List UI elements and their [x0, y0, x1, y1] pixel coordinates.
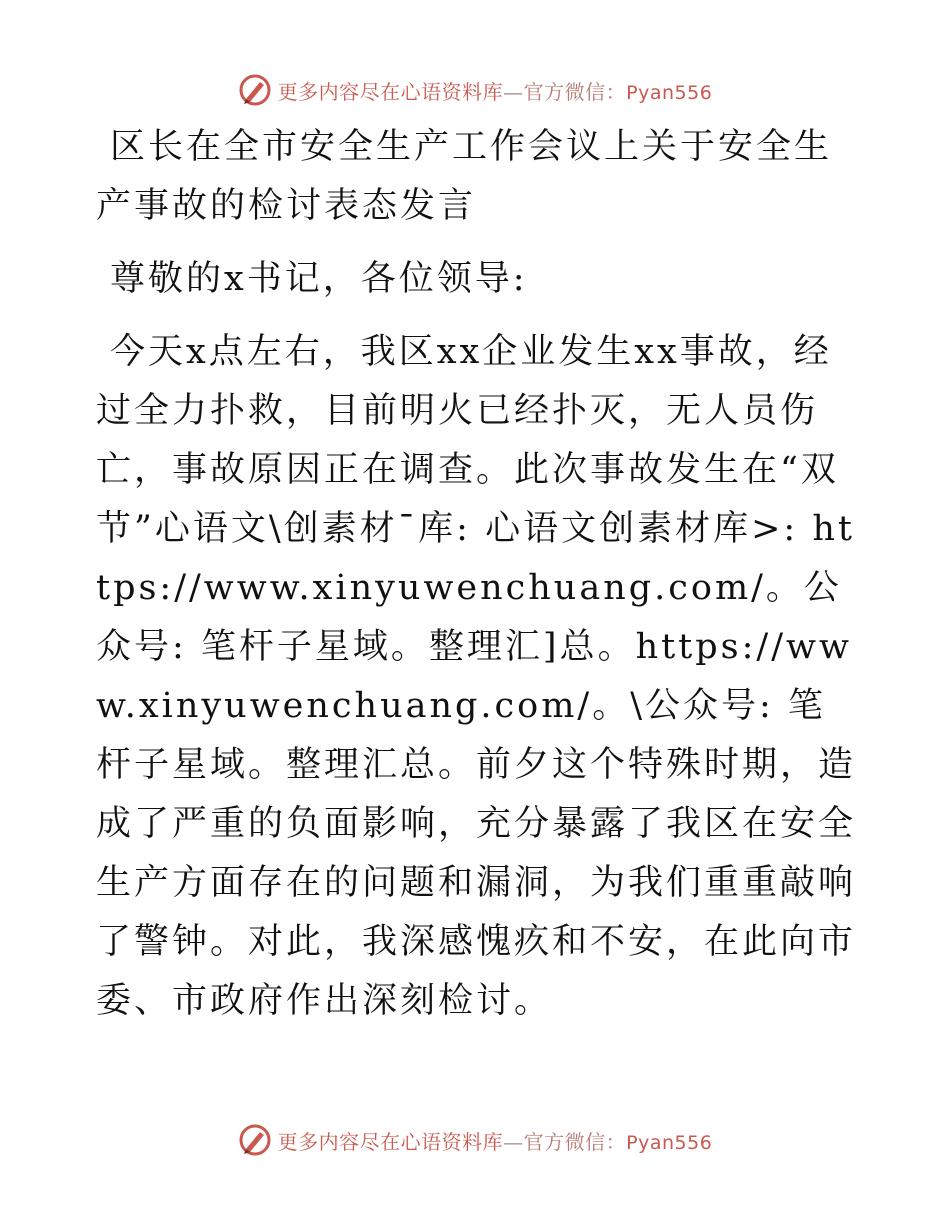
- footer-watermark-banner: [0, 1120, 950, 1160]
- banner-main-text: 更多内容尽在心语资料库: [277, 1129, 504, 1154]
- document-paragraph: 今天x点左右，我区xx企业发生xx事故，经过全力扑救，目前明火已经扑灭，无人员伤亡，事故原因正在调查。此次事故发生在“双节”心语文\创素材¯库: 心语文创素材库>: https://www.xinyuwenchuang.com/。公众号: 笔杆子星域。整理汇]总。https://www.xinyuwenchuang.com/。\公众号: 笔杆子星域。整理汇总。前夕这个特殊时期，造成了严重的负面影响，充分暴露了我区在安全生产方面存在的问题和漏洞，为我们重重敲响了警钟。对此，我深感愧疚和不安，在此向市委、市政府作出深刻检讨。: [96, 332, 857, 1021]
- banner-dash: —: [503, 1129, 524, 1154]
- pen-logo-icon: [238, 1123, 272, 1157]
- banner-main-text: 更多内容尽在心语资料库: [277, 79, 504, 104]
- header-watermark-banner: [0, 70, 950, 110]
- pen-logo-icon: [238, 73, 272, 107]
- banner-wechat-label: 官方微信：: [523, 1129, 627, 1154]
- banner-text: [278, 76, 713, 105]
- document-greeting: 尊敬的x书记，各位领导:: [110, 259, 528, 299]
- document-title: 区长在全市安全生产工作会议上关于安全生产事故的检讨表态发言: [96, 127, 833, 226]
- document-body: [96, 118, 856, 1031]
- banner-wechat-id: Pyan556: [626, 81, 713, 104]
- banner-dash: —: [503, 79, 524, 104]
- banner-wechat-id: Pyan556: [626, 1131, 713, 1154]
- banner-wechat-label: 官方微信：: [523, 79, 627, 104]
- banner-text: [278, 1126, 713, 1155]
